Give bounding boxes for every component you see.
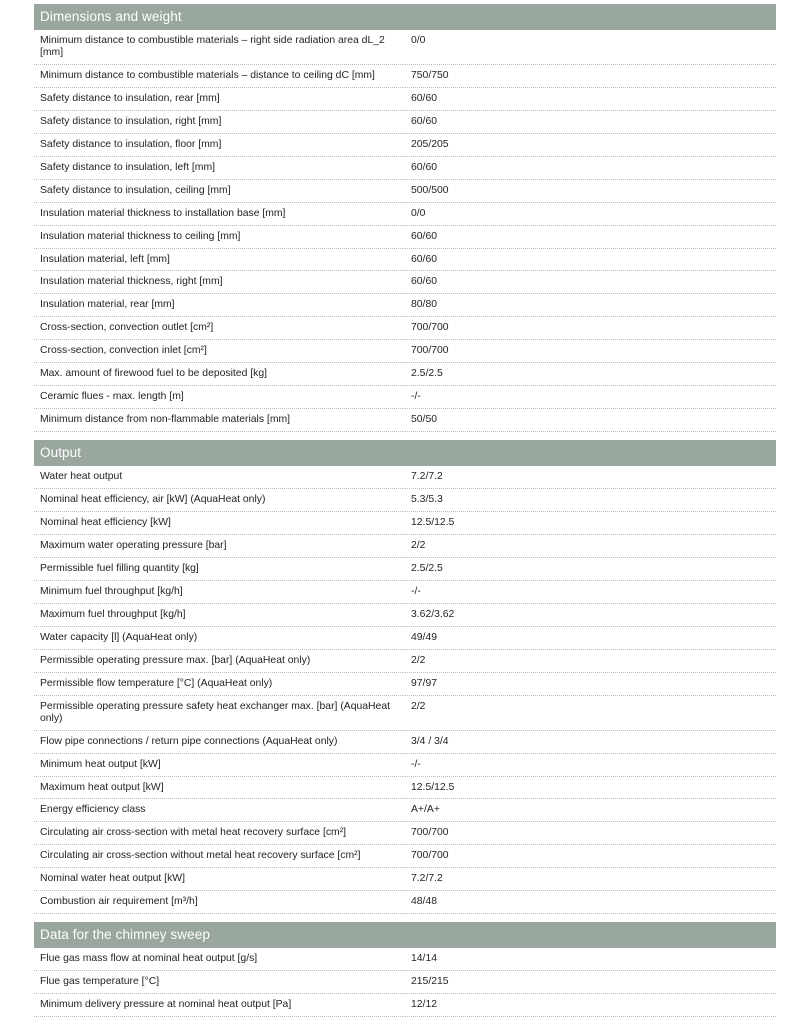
section-title: Output xyxy=(34,440,776,466)
table-row xyxy=(34,179,776,202)
spec-label: Safety distance to insulation, ceiling [mm] xyxy=(34,179,405,202)
table-row xyxy=(34,649,776,672)
spec-value: 14/14 xyxy=(405,948,776,970)
specifications-table xyxy=(34,4,776,1017)
spec-label: Flue gas mass flow at nominal heat output [g/s] xyxy=(34,948,405,970)
spec-value: 0/0 xyxy=(405,202,776,225)
spec-value: 2/2 xyxy=(405,535,776,558)
spec-value: -/- xyxy=(405,580,776,603)
table-row xyxy=(34,271,776,294)
spec-label: Circulating air cross-section with metal heat recovery surface [cm²] xyxy=(34,822,405,845)
spec-label: Cross-section, convection outlet [cm²] xyxy=(34,317,405,340)
table-row xyxy=(34,156,776,179)
spec-label: Safety distance to insulation, rear [mm] xyxy=(34,87,405,110)
table-row xyxy=(34,626,776,649)
table-row xyxy=(34,248,776,271)
spec-value: 60/60 xyxy=(405,156,776,179)
spec-value: 60/60 xyxy=(405,225,776,248)
section-header xyxy=(34,440,776,466)
spec-value: 7.2/7.2 xyxy=(405,868,776,891)
table-row xyxy=(34,512,776,535)
spec-value: 80/80 xyxy=(405,294,776,317)
table-row xyxy=(34,409,776,432)
table-row xyxy=(34,994,776,1017)
spec-label: Minimum heat output [kW] xyxy=(34,753,405,776)
spec-label: Maximum heat output [kW] xyxy=(34,776,405,799)
spec-value: 60/60 xyxy=(405,87,776,110)
spec-value: 12.5/12.5 xyxy=(405,512,776,535)
table-row xyxy=(34,87,776,110)
table-row xyxy=(34,672,776,695)
section-spacer xyxy=(34,432,776,441)
table-row xyxy=(34,891,776,914)
table-row xyxy=(34,317,776,340)
spec-label: Safety distance to insulation, floor [mm] xyxy=(34,133,405,156)
spec-label: Cross-section, convection inlet [cm²] xyxy=(34,340,405,363)
spec-label: Insulation material, left [mm] xyxy=(34,248,405,271)
table-row xyxy=(34,386,776,409)
table-row xyxy=(34,730,776,753)
spec-label: Water capacity [l] (AquaHeat only) xyxy=(34,626,405,649)
spec-label: Permissible flow temperature [°C] (AquaHeat only) xyxy=(34,672,405,695)
table-row xyxy=(34,822,776,845)
table-row xyxy=(34,776,776,799)
spec-label: Max. amount of firewood fuel to be deposited [kg] xyxy=(34,363,405,386)
table-row xyxy=(34,948,776,970)
spec-label: Nominal heat efficiency, air [kW] (AquaHeat only) xyxy=(34,489,405,512)
section-header xyxy=(34,922,776,948)
spec-value: 700/700 xyxy=(405,822,776,845)
spec-label: Maximum water operating pressure [bar] xyxy=(34,535,405,558)
table-row xyxy=(34,225,776,248)
spec-value: 48/48 xyxy=(405,891,776,914)
table-row xyxy=(34,294,776,317)
table-row xyxy=(34,535,776,558)
table-row xyxy=(34,580,776,603)
spec-label: Minimum fuel throughput [kg/h] xyxy=(34,580,405,603)
spec-value: 205/205 xyxy=(405,133,776,156)
table-row xyxy=(34,799,776,822)
table-row xyxy=(34,845,776,868)
section-title: Dimensions and weight xyxy=(34,4,776,30)
table-row xyxy=(34,340,776,363)
spec-value: 60/60 xyxy=(405,110,776,133)
spec-label: Energy efficiency class xyxy=(34,799,405,822)
spec-value: 750/750 xyxy=(405,64,776,87)
spec-value: 500/500 xyxy=(405,179,776,202)
table-row xyxy=(34,695,776,730)
table-row xyxy=(34,489,776,512)
spec-value: 0/0 xyxy=(405,30,776,64)
table-row xyxy=(34,603,776,626)
spec-label: Permissible fuel filling quantity [kg] xyxy=(34,557,405,580)
spec-label: Safety distance to insulation, left [mm] xyxy=(34,156,405,179)
table-row xyxy=(34,133,776,156)
spec-label: Minimum distance to combustible materials – distance to ceiling dC [mm] xyxy=(34,64,405,87)
spec-label: Maximum fuel throughput [kg/h] xyxy=(34,603,405,626)
spec-label: Permissible operating pressure max. [bar] (AquaHeat only) xyxy=(34,649,405,672)
spec-label: Flow pipe connections / return pipe connections (AquaHeat only) xyxy=(34,730,405,753)
table-row xyxy=(34,466,776,488)
spec-label: Safety distance to insulation, right [mm] xyxy=(34,110,405,133)
spec-value: 12.5/12.5 xyxy=(405,776,776,799)
spec-value: A+/A+ xyxy=(405,799,776,822)
spec-label: Minimum delivery pressure at nominal heat output [Pa] xyxy=(34,994,405,1017)
table-row xyxy=(34,64,776,87)
spec-value: 700/700 xyxy=(405,340,776,363)
section-title: Data for the chimney sweep xyxy=(34,922,776,948)
spec-value: 215/215 xyxy=(405,971,776,994)
spec-value: 49/49 xyxy=(405,626,776,649)
spec-label: Circulating air cross-section without metal heat recovery surface [cm²] xyxy=(34,845,405,868)
spec-value: 2.5/2.5 xyxy=(405,557,776,580)
spec-value: 2/2 xyxy=(405,649,776,672)
spec-value: -/- xyxy=(405,386,776,409)
spec-value: 3/4 / 3/4 xyxy=(405,730,776,753)
spec-value: 97/97 xyxy=(405,672,776,695)
spec-value: 60/60 xyxy=(405,271,776,294)
spec-value: 700/700 xyxy=(405,317,776,340)
table-row xyxy=(34,753,776,776)
spec-label: Flue gas temperature [°C] xyxy=(34,971,405,994)
spec-value: 60/60 xyxy=(405,248,776,271)
spec-label: Nominal water heat output [kW] xyxy=(34,868,405,891)
spec-label: Ceramic flues - max. length [m] xyxy=(34,386,405,409)
table-row xyxy=(34,557,776,580)
spec-value: 3.62/3.62 xyxy=(405,603,776,626)
table-row xyxy=(34,30,776,64)
spec-label: Water heat output xyxy=(34,466,405,488)
spec-label: Insulation material thickness to ceiling [mm] xyxy=(34,225,405,248)
table-row xyxy=(34,202,776,225)
spec-label: Combustion air requirement [m³/h] xyxy=(34,891,405,914)
spec-value: 2.5/2.5 xyxy=(405,363,776,386)
spec-value: 7.2/7.2 xyxy=(405,466,776,488)
spec-label: Nominal heat efficiency [kW] xyxy=(34,512,405,535)
spec-label: Insulation material thickness, right [mm] xyxy=(34,271,405,294)
spec-label: Insulation material thickness to installation base [mm] xyxy=(34,202,405,225)
table-row xyxy=(34,868,776,891)
spec-label: Permissible operating pressure safety heat exchanger max. [bar] (AquaHeat only) xyxy=(34,695,405,730)
spec-value: 12/12 xyxy=(405,994,776,1017)
spacer-cell xyxy=(34,914,776,923)
table-row xyxy=(34,363,776,386)
spec-value: -/- xyxy=(405,753,776,776)
spacer-cell xyxy=(34,432,776,441)
spec-value: 5.3/5.3 xyxy=(405,489,776,512)
spec-value: 50/50 xyxy=(405,409,776,432)
table-row xyxy=(34,971,776,994)
spec-label: Minimum distance to combustible materials – right side radiation area dL_2 [mm] xyxy=(34,30,405,64)
spec-value: 700/700 xyxy=(405,845,776,868)
spec-label: Minimum distance from non-flammable materials [mm] xyxy=(34,409,405,432)
table-row xyxy=(34,110,776,133)
section-header xyxy=(34,4,776,30)
spec-label: Insulation material, rear [mm] xyxy=(34,294,405,317)
section-spacer xyxy=(34,914,776,923)
spec-value: 2/2 xyxy=(405,695,776,730)
